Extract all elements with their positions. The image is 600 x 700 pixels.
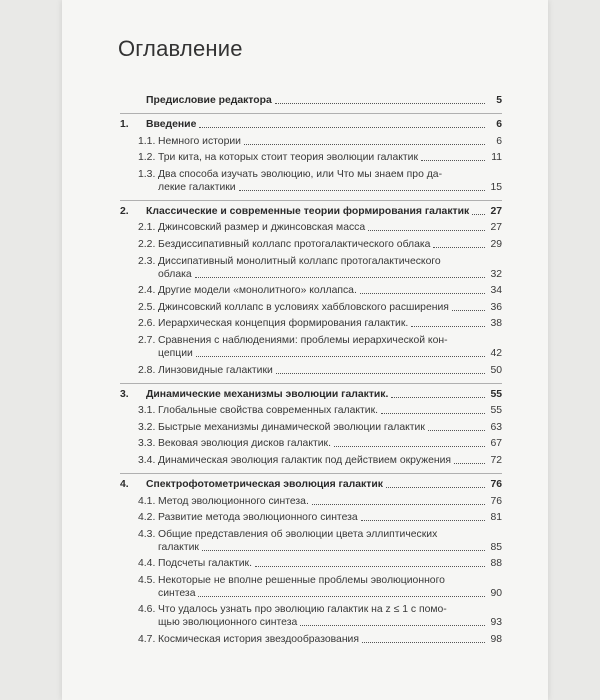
toc-section bbox=[120, 454, 502, 467]
toc-section bbox=[120, 364, 502, 377]
dot-leader bbox=[239, 190, 485, 191]
section-number: 4.6. bbox=[138, 604, 156, 616]
section-title: Глобальные свойства современных галактик. bbox=[158, 405, 379, 417]
section-title: Метод эволюционного синтеза. bbox=[158, 495, 309, 507]
section-number: 2.7. bbox=[138, 334, 156, 346]
dot-leader bbox=[255, 566, 485, 567]
toc-section bbox=[120, 334, 502, 360]
toc-section-line bbox=[120, 347, 502, 360]
dot-leader bbox=[276, 373, 485, 374]
chapter-title: Введение bbox=[146, 119, 197, 130]
toc-page-number: 55 bbox=[490, 405, 502, 417]
section-title: Что удалось узнать про эволюцию галактик на z ≤ 1 с помо- bbox=[158, 604, 447, 616]
section-number: 4.7. bbox=[138, 634, 156, 646]
toc-section-line bbox=[120, 603, 502, 616]
dot-leader bbox=[391, 397, 485, 398]
dot-leader bbox=[454, 463, 485, 464]
toc-section bbox=[120, 151, 502, 164]
toc-chapter bbox=[120, 205, 502, 218]
dot-leader bbox=[411, 326, 485, 327]
dot-leader bbox=[452, 310, 485, 311]
chapter-number: 3. bbox=[120, 388, 129, 400]
section-title: Космическая история звездообразования bbox=[158, 634, 359, 646]
section-number: 2.8. bbox=[138, 364, 156, 376]
section-number: 4.4. bbox=[138, 558, 156, 570]
dot-leader bbox=[202, 550, 485, 551]
section-number: 1.1. bbox=[138, 135, 156, 147]
dot-leader bbox=[334, 446, 485, 447]
section-number: 2.5. bbox=[138, 301, 156, 313]
toc-section bbox=[120, 221, 502, 234]
section-title: Вековая эволюция дисков галактик. bbox=[158, 438, 331, 450]
book-page bbox=[62, 0, 548, 700]
toc-section bbox=[120, 168, 502, 194]
section-title: Джинсовский коллапс в условиях хаббловского расширения bbox=[158, 301, 449, 313]
section-title: Два способа изучать эволюцию, или Что мы знаем про да- bbox=[158, 168, 443, 180]
toc-page-number: 98 bbox=[490, 634, 502, 646]
toc-page-number: 15 bbox=[490, 181, 502, 193]
toc-section-line bbox=[120, 255, 502, 268]
toc-section bbox=[120, 495, 502, 508]
section-number: 4.5. bbox=[138, 574, 156, 586]
section-title: Динамическая эволюция галактик под действием окружения bbox=[158, 454, 452, 466]
section-title: Сравнения с наблюдениями: проблемы иерархической кон- bbox=[158, 334, 448, 346]
toc-section bbox=[120, 317, 502, 330]
chapter-title: Динамические механизмы эволюции галактик. bbox=[146, 388, 389, 400]
dot-leader bbox=[300, 625, 485, 626]
toc-page-number: 34 bbox=[490, 285, 502, 297]
toc-section-line bbox=[120, 168, 502, 181]
toc-section-line bbox=[120, 404, 502, 417]
section-title: Подсчеты галактик. bbox=[158, 558, 252, 570]
toc-section bbox=[120, 301, 502, 314]
toc-page-number: 27 bbox=[490, 205, 502, 217]
section-title: синтеза bbox=[158, 587, 196, 599]
section-number: 2.1. bbox=[138, 222, 156, 234]
toc-page-number: 72 bbox=[490, 454, 502, 466]
toc-section-line bbox=[120, 437, 502, 450]
chapter-separator bbox=[120, 473, 502, 474]
toc-page-number: 11 bbox=[491, 152, 502, 164]
dot-leader bbox=[421, 160, 485, 161]
toc-page-number: 93 bbox=[490, 617, 502, 629]
page-title: Оглавление bbox=[118, 36, 243, 61]
toc-section-line bbox=[120, 557, 502, 570]
section-title: Быстрые механизмы динамической эволюции галактик bbox=[158, 421, 425, 433]
toc-section-line bbox=[120, 495, 502, 508]
section-title: галактик bbox=[158, 541, 199, 553]
toc-page-number: 32 bbox=[490, 268, 502, 280]
toc-section-line bbox=[120, 633, 502, 646]
toc-section-line bbox=[120, 364, 502, 377]
toc-section-line bbox=[120, 587, 502, 600]
dot-leader bbox=[360, 293, 485, 294]
toc-page-number: 63 bbox=[490, 421, 502, 433]
toc-section bbox=[120, 421, 502, 434]
toc-chapter bbox=[120, 388, 502, 401]
dot-leader bbox=[195, 277, 485, 278]
toc-page-number: 85 bbox=[490, 541, 502, 553]
chapter-separator bbox=[120, 383, 502, 384]
section-title: Диссипативный монолитный коллапс протогалактического bbox=[158, 255, 441, 267]
toc-section bbox=[120, 255, 502, 281]
toc-page-number: 67 bbox=[490, 438, 502, 450]
section-title: лекие галактики bbox=[158, 181, 236, 193]
toc-preface bbox=[120, 94, 502, 107]
toc-page-number: 90 bbox=[490, 587, 502, 599]
dot-leader bbox=[275, 103, 485, 104]
toc-section-line bbox=[120, 221, 502, 234]
toc-section-line bbox=[120, 284, 502, 297]
toc-section-line bbox=[120, 334, 502, 347]
chapter-separator bbox=[120, 200, 502, 201]
toc-section-line bbox=[120, 574, 502, 587]
chapter-title: Спектрофотометрическая эволюция галактик bbox=[146, 478, 383, 490]
toc-section-line bbox=[120, 421, 502, 434]
section-number: 3.1. bbox=[138, 405, 156, 417]
toc-page-number: 38 bbox=[490, 318, 502, 330]
toc-page-number: 6 bbox=[496, 135, 502, 147]
section-number: 3.2. bbox=[138, 421, 156, 433]
section-title: Три кита, на которых стоит теория эволюции галактик bbox=[158, 152, 419, 164]
chapter-number: 1. bbox=[120, 119, 129, 130]
toc-section-line bbox=[120, 151, 502, 164]
toc-section bbox=[120, 511, 502, 524]
toc-section-line bbox=[120, 454, 502, 467]
section-title: Другие модели «монолитного» коллапса. bbox=[158, 285, 357, 297]
dot-leader bbox=[198, 596, 485, 597]
table-of-contents bbox=[120, 94, 502, 650]
section-title: Некоторые не вполне решенные проблемы эволюционного bbox=[158, 574, 445, 586]
toc-section-line bbox=[120, 616, 502, 629]
section-number: 2.2. bbox=[138, 238, 156, 250]
dot-leader bbox=[362, 642, 485, 643]
toc-section-line bbox=[120, 511, 502, 524]
section-title: Линзовидные галактики bbox=[158, 364, 273, 376]
toc-section bbox=[120, 284, 502, 297]
toc-page-number: 27 bbox=[490, 222, 502, 234]
section-number: 1.2. bbox=[138, 152, 156, 164]
dot-leader bbox=[381, 413, 485, 414]
toc-section bbox=[120, 528, 502, 554]
toc-page-number: 5 bbox=[496, 95, 502, 106]
section-title: Развитие метода эволюционного синтеза bbox=[158, 512, 358, 524]
section-title: щью эволюционного синтеза bbox=[158, 617, 298, 629]
toc-page-number: 29 bbox=[490, 238, 502, 250]
toc-section-line bbox=[120, 181, 502, 194]
section-number: 2.4. bbox=[138, 285, 156, 297]
chapter-number: 4. bbox=[120, 478, 129, 490]
toc-page-number: 42 bbox=[490, 347, 502, 359]
toc-entry-title: Предисловие редактора bbox=[146, 95, 272, 106]
dot-leader bbox=[386, 487, 485, 488]
dot-leader bbox=[312, 504, 485, 505]
section-number: 2.3. bbox=[138, 255, 156, 267]
section-number: 3.3. bbox=[138, 438, 156, 450]
dot-leader bbox=[368, 230, 485, 231]
toc-section bbox=[120, 404, 502, 417]
dot-leader bbox=[428, 430, 485, 431]
toc-section bbox=[120, 633, 502, 646]
section-number: 3.4. bbox=[138, 454, 156, 466]
toc-page-number: 50 bbox=[490, 364, 502, 376]
toc-section bbox=[120, 603, 502, 629]
dot-leader bbox=[196, 356, 485, 357]
toc-section-line bbox=[120, 317, 502, 330]
section-title: Немного истории bbox=[158, 135, 241, 147]
section-title: Бездиссипативный коллапс протогалактического облака bbox=[158, 238, 431, 250]
toc-page-number: 76 bbox=[490, 495, 502, 507]
toc-section bbox=[120, 238, 502, 251]
dot-leader bbox=[361, 520, 485, 521]
chapter-separator bbox=[120, 113, 502, 114]
toc-page-number: 36 bbox=[490, 301, 502, 313]
section-title: Иерархическая концепция формирования галактик. bbox=[158, 318, 409, 330]
toc-section-line bbox=[120, 238, 502, 251]
toc-section-line bbox=[120, 541, 502, 554]
dot-leader bbox=[244, 144, 485, 145]
section-number: 4.1. bbox=[138, 495, 156, 507]
section-number: 4.3. bbox=[138, 528, 156, 540]
toc-page-number: 55 bbox=[490, 388, 502, 400]
section-number: 1.3. bbox=[138, 168, 156, 180]
toc-section-line bbox=[120, 135, 502, 148]
toc-page-number: 6 bbox=[496, 119, 502, 130]
dot-leader bbox=[433, 247, 485, 248]
toc-section bbox=[120, 557, 502, 570]
toc-page-number: 81 bbox=[490, 512, 502, 524]
chapter-number: 2. bbox=[120, 205, 129, 217]
dot-leader bbox=[472, 214, 485, 215]
section-title: Общие представления об эволюции цвета эллиптических bbox=[158, 528, 438, 540]
toc-section-line bbox=[120, 301, 502, 314]
toc-section-line bbox=[120, 268, 502, 281]
toc-chapter bbox=[120, 118, 502, 131]
dot-leader bbox=[199, 127, 485, 128]
section-number: 2.6. bbox=[138, 318, 156, 330]
toc-page-number: 88 bbox=[490, 558, 502, 570]
toc-section bbox=[120, 135, 502, 148]
toc-page-number: 76 bbox=[490, 478, 502, 490]
toc-section-line bbox=[120, 528, 502, 541]
toc-section bbox=[120, 437, 502, 450]
toc-chapter bbox=[120, 478, 502, 491]
section-title: Джинсовский размер и джинсовская масса bbox=[158, 222, 366, 234]
chapter-title: Классические и современные теории формирования галактик bbox=[146, 205, 470, 217]
section-title: цепции bbox=[158, 347, 193, 359]
section-number: 4.2. bbox=[138, 512, 156, 524]
toc-section bbox=[120, 574, 502, 600]
section-title: облака bbox=[158, 268, 192, 280]
